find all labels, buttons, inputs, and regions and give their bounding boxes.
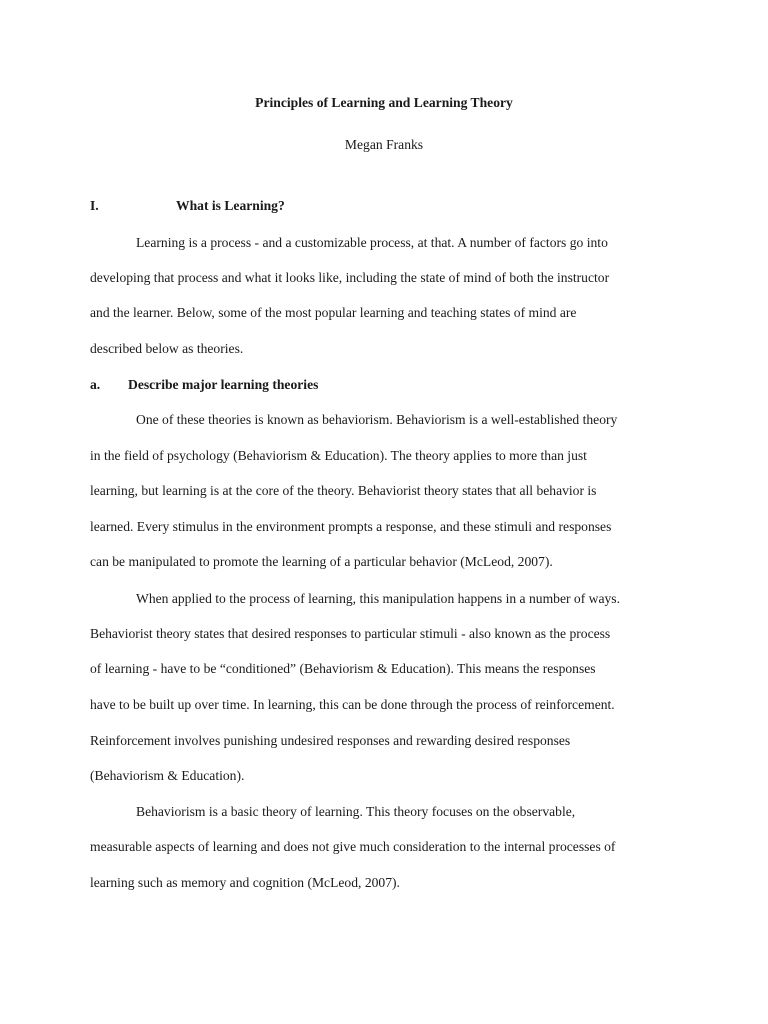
paragraph-line: of learning - have to be “conditioned” (Behaviorism & Education). This means the responses xyxy=(90,661,596,676)
paragraph-line: developing that process and what it looks like, including the state of mind of both the instructor xyxy=(90,270,610,285)
paragraph-line: Behaviorism is a basic theory of learning. This theory focuses on the observable, xyxy=(136,804,576,819)
paragraph-line: Behaviorist theory states that desired responses to particular stimuli - also known as the process xyxy=(90,626,611,641)
subsection-number: a. xyxy=(90,377,101,392)
paragraph-line: measurable aspects of learning and does not give much consideration to the internal processes of xyxy=(90,839,616,854)
paragraph-line: can be manipulated to promote the learning of a particular behavior (McLeod, 2007). xyxy=(90,554,553,569)
paragraph-line: Reinforcement involves punishing undesired responses and rewarding desired responses xyxy=(90,733,571,748)
paragraph-line: learning such as memory and cognition (McLeod, 2007). xyxy=(90,875,400,890)
paragraph-line: learning, but learning is at the core of the theory. Behaviorist theory states that all behavior is xyxy=(90,483,597,498)
paragraph-line: in the field of psychology (Behaviorism & Education). The theory applies to more than just xyxy=(90,448,587,463)
document-title: Principles of Learning and Learning Theory xyxy=(255,95,513,110)
paragraph-line: and the learner. Below, some of the most popular learning and teaching states of mind are xyxy=(90,305,577,320)
paragraph-line: One of these theories is known as behaviorism. Behaviorism is a well-established theory xyxy=(136,412,618,427)
paragraph-line: learned. Every stimulus in the environment prompts a response, and these stimuli and responses xyxy=(90,519,612,534)
section-number: I. xyxy=(90,198,99,213)
paragraph-line: (Behaviorism & Education). xyxy=(90,768,245,783)
paragraph-line: have to be built up over time. In learning, this can be done through the process of reinforcement. xyxy=(90,697,615,712)
subsection-heading: Describe major learning theories xyxy=(128,377,319,392)
section-heading: What is Learning? xyxy=(176,198,285,213)
document-author: Megan Franks xyxy=(344,137,424,152)
paragraph-line: When applied to the process of learning, this manipulation happens in a number of ways. xyxy=(136,591,620,606)
paragraph-line: described below as theories. xyxy=(90,341,244,356)
paragraph-line: Learning is a process - and a customizable process, at that. A number of factors go into xyxy=(136,235,608,250)
